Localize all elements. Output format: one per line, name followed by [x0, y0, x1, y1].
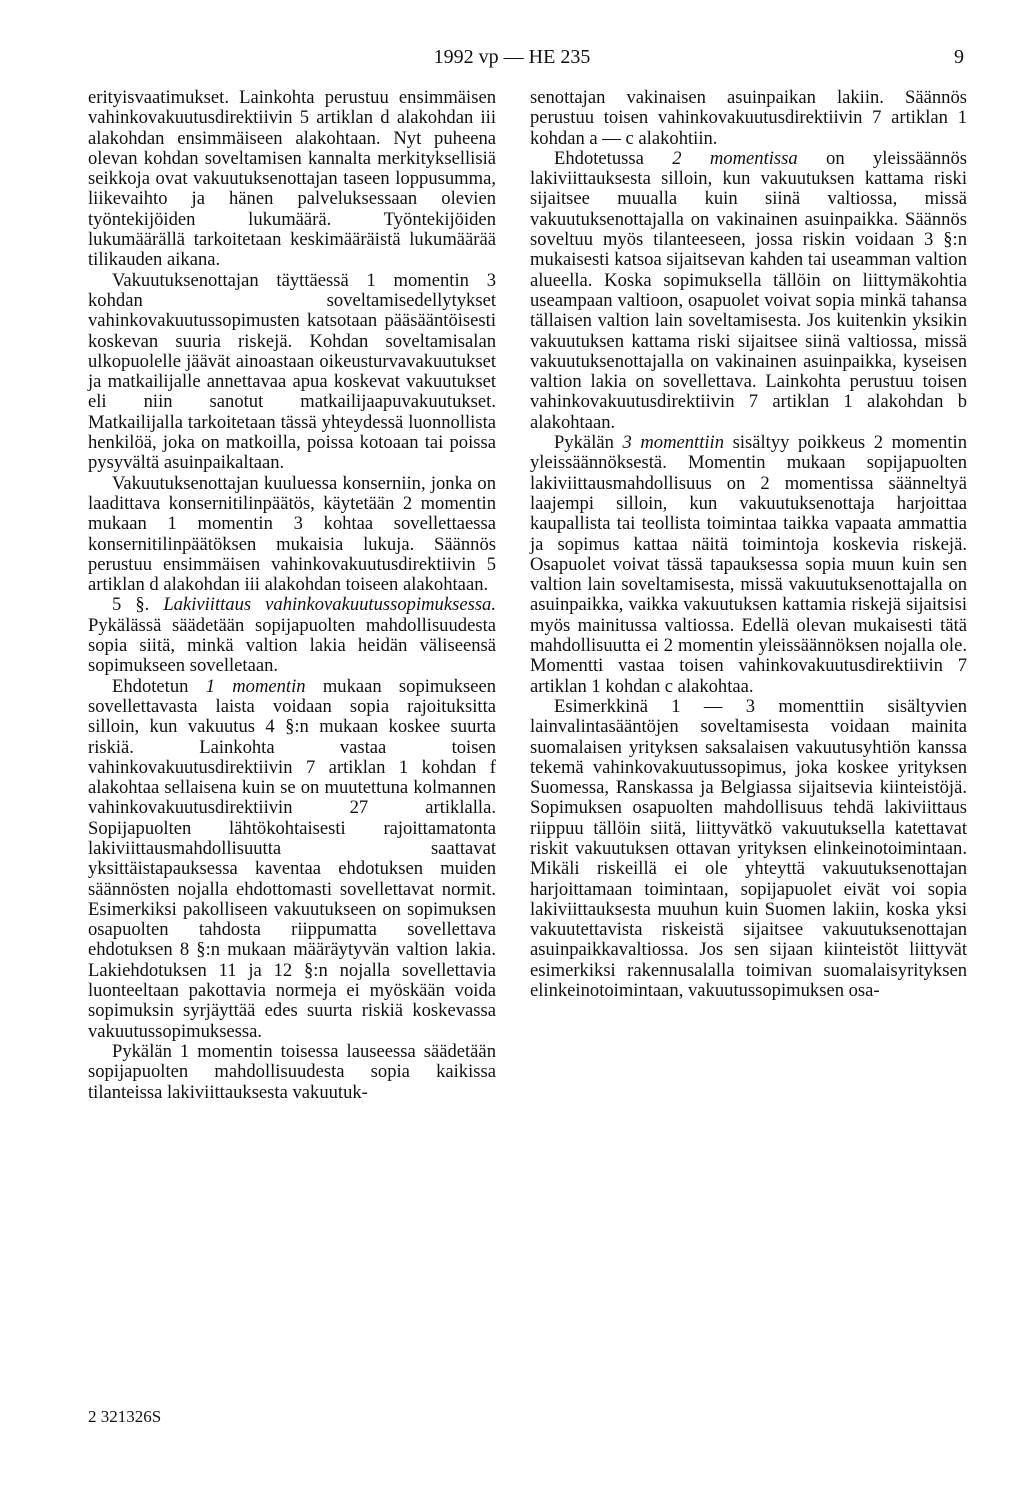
paragraph-text: sisältyy poikkeus 2 momentin yleissäännöksestä. Momentin mukaan sopijapuolten lakiviittausmahdollisuus on 2 momentissa säänneltyä laajempi silloin, kun vakuutuksenottaja harjoittaa kaupallista tai teollista toimintaa taikka vapaata ammattia ja sopimus kattaa näitä toimintoja koskevia riskejä. Osapuolet voivat tässä tapauksessa sopia muun kuin sen valtion lain soveltamisesta, missä vakuutuksenottajalla on asuinpaikka, vaikka vakuutuksen kattamia riskejä sijaitsisi myös mainitussa valtiossa. Edellä olevan mukaisesti tätä mahdollisuutta ei 2 momentin yleissäännöksen nojalla ole. Momentti vastaa toisen vahinkovakuutusdirektiivin 7 artiklan 1 kohdan c alakohtaa.: [530, 432, 967, 697]
paragraph: Esimerkkinä 1 — 3 momenttiin sisältyvien lainvalintasääntöjen soveltamisesta voidaan mainita suomalaisen yrityksen saksalaisen vakuutusyhtiön kanssa tekemä vahinkovakuutussopimus, joka koskee yrityksen Suomessa, Ranskassa ja Belgiassa sijaitsevia kiinteistöjä. Sopimuksen osapuolten mahdollisuus tehdä lakiviittaus riippuu tällöin siitä, liittyvätkö vakuutuksella katettavat riskit vakuutuksen ottavan yrityksen elinkeinotoimintaan. Mikäli riskeillä ei ole yhteyttä vakuutuksenottajan harjoittamaan toimintaan, sopijapuolet eivät voi sopia lakiviittauksesta muuhun kuin Suomen lakiin, koska yksi vakuutettavista riskeistä sijaitsee vakuutuksenottajan asuinpaikkavaltiossa. Jos sen sijaan kiinteistöt liittyvät esimerkiksi rakennusalalla toimivan suomalaisyrityksen elinkeinotoimintaan, vakuutussopimuksen osa-: [530, 695, 967, 1002]
paragraph-lead: Ehdotetussa: [554, 147, 644, 169]
section-paragraph: [88, 595, 496, 676]
paragraph-text: mukaan sopimukseen sovellettavasta laista voidaan sopia rajoituksitta silloin, kun vakuutus 4 §:n mukaan koskee suurta riskiä. Lainkohta vastaa toisen vahinkovakuutusdirektiivin 7 artiklan 1 kohdan f alakohtaa sellaisena kuin se on muutettuna kolmannen vahinkovakuutusdirektiivin 27 artiklalla. Sopijapuolten lähtökohtaisesti rajoittamatonta lakiviittausmahdollisuutta saattavat yksittäistapauksessa kaventaa ehdotuksen muiden säännösten nojalla ehdottomasti sovellettavat normit. Esimerkiksi pakolliseen vakuutukseen on sopimuksen osapuolten tahdosta riippumatta sovellettava ehdotuksen 8 §:n mukaan määräytyvän valtion lakia. Lakiehdotuksen 11 ja 12 §:n nojalla sovellettavia luonteeltaan pakottavia normeja ei myöskään voida sopimuksin syrjäyttää edes suurta riskiä koskevassa vakuutussopimuksessa.: [88, 675, 497, 1042]
paragraph: Pykälän 1 momentin toisessa lauseessa säädetään sopijapuolten mahdollisuudesta sopia kaikissa tilanteissa lakiviittauksesta vakuutuk-: [88, 1040, 496, 1103]
print-code: 2 321326S: [88, 1407, 162, 1426]
paragraph: senottajan vakinaisen asuinpaikan lakiin. Säännös perustuu toisen vahinkovakuutusdirektiivin 7 artiklan 1 kohdan a — c alakohtiin.: [530, 87, 967, 149]
emphasis: 2 momentissa: [672, 147, 798, 169]
right-column: [530, 88, 967, 1001]
emphasis: 3 momenttiin: [622, 432, 725, 454]
paragraph-text: Pykälässä säädetään sopijapuolten mahdollisuudesta sopia siitä, minkä valtion lakia heidän väliseensä sopimukseen sovelletaan.: [88, 614, 496, 677]
paragraph: erityisvaatimukset. Lainkohta perustuu ensimmäisen vahinkovakuutusdirektiivin 5 artiklan d alakohdan iii alakohdan ensimmäiseen alakohtaan. Nyt puheena olevan kohdan soveltamisen kannalta merkityksellisiä seikkoja ovat vakuutuksenottajan taseen loppusumma, liikevaihto ja hänen palveluksessaan olevien työntekijöiden lukumäärä. Työntekijöiden lukumäärällä tarkoitetaan keskimääräistä lukumäärää tilikauden aikana.: [88, 87, 496, 271]
paragraph-lead: Pykälän: [554, 432, 614, 454]
emphasis: 1 momentin: [205, 675, 306, 697]
paragraph: [530, 433, 967, 697]
paragraph-lead: Ehdotetun: [112, 675, 189, 697]
paragraph: [88, 677, 496, 1042]
paragraph-text: on yleissäännös lakiviittauksesta silloin, kun vakuutuksen kattama riski sijaitsee muualla kuin siinä valtiossa, missä vakuutuksenottajalla on vakinainen asuinpaikka. Säännös soveltuu myös tilanteeseen, jossa riskin voidaan 3 §:n mukaisesti katsoa sijaitsevan kahden tai useamman valtion alueella. Koska sopimuksella tällöin on liittymäkohtia useampaan valtioon, osapuolet voivat sopia minkä tahansa tällaisen valtion lain soveltamisesta. Jos kuitenkin yksikin vakuutuksen kattama riski sijaitsee siinä valtiossa, missä vakuutuksenottajalla on vakinainen asuinpaikka, kyseisen valtion lakia on sovellettava. Lainkohta perustuu toisen vahinkovakuutusdirektiivin 7 artiklan 1 alakohdan b alakohtaan.: [530, 147, 967, 433]
section-number: 5 §.: [112, 594, 150, 616]
section-heading: Lakiviittaus vahinkovakuutussopimuksessa.: [163, 594, 496, 616]
page-number: 9: [954, 46, 964, 68]
paragraph: Vakuutuksenottajan täyttäessä 1 momentin 3 kohdan soveltamisedellytykset vahinkovakuutussopimusten katsotaan pääsääntöisesti koskevan suuria riskejä. Kohdan soveltamisalan ulkopuolelle jäävät ainoastaan oikeusturvavakuutukset ja matkailijalle annettavaa apua koskevat vakuutukset eli niin sanotut matkailijaapuvakuutukset. Matkailijalla tarkoitetaan tässä yhteydessä luonnollista henkilöä, joka on matkoilla, poissa kotoaan tai poissa pysyvältä asuinpaikaltaan.: [88, 269, 496, 474]
left-column: [88, 88, 496, 1103]
running-title: 1992 vp — HE 235: [433, 46, 591, 68]
paragraph: Vakuutuksenottajan kuuluessa konserniin, jonka on laadittava konsernitilinpäätös, käytetään 2 momentin mukaan 1 momentin 3 kohtaa sovellettaessa konsernitilinpäätöksen mukaisia lukuja. Säännös perustuu ensimmäisen vahinkovakuutusdirektiivin 5 artiklan d alakohdan iii alakohdan toiseen alakohtaan.: [88, 472, 496, 596]
page-header: [0, 46, 1024, 76]
paragraph: [530, 149, 967, 433]
